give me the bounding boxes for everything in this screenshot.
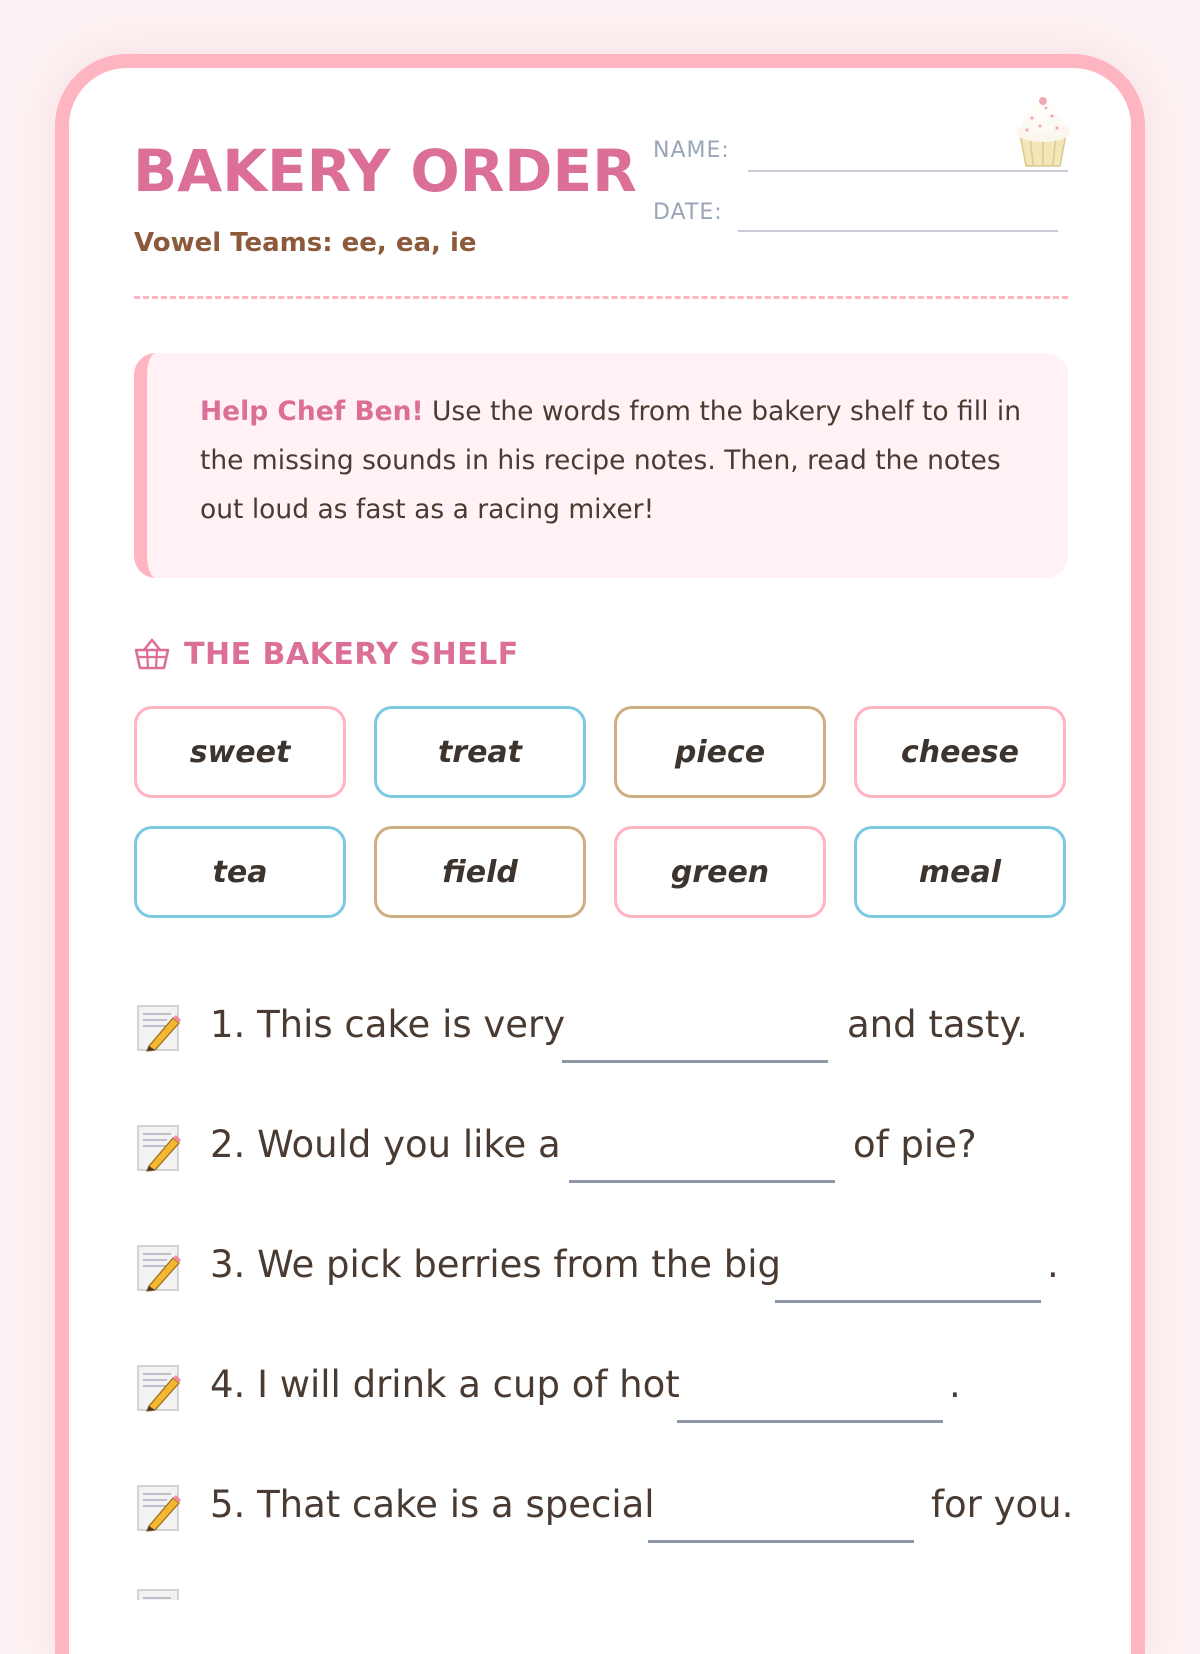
memo-icon [137, 1364, 181, 1412]
cupcake-icon [1010, 96, 1076, 168]
sentence-5 [134, 1480, 1074, 1560]
sentence-text-before: 3. We pick berries from the big [210, 1243, 782, 1286]
name-field[interactable] [748, 170, 1068, 172]
date-label: DATE: [653, 200, 723, 225]
word-card-treat[interactable]: treat [374, 706, 586, 798]
sentence-text-after: . [949, 1363, 961, 1406]
memo-icon [137, 1484, 181, 1532]
memo-icon [137, 1124, 181, 1172]
memo-icon [137, 1588, 181, 1600]
sentence-text-after: for you. [931, 1483, 1074, 1526]
page-title: BAKERY ORDER [133, 137, 637, 205]
sentence-2 [134, 1120, 1074, 1200]
instructions-box [134, 353, 1068, 578]
word-card-tea[interactable]: tea [134, 826, 346, 918]
date-field[interactable] [738, 230, 1058, 232]
word-card-meal[interactable]: meal [854, 826, 1066, 918]
sentence-text-before: 1. This cake is very [210, 1003, 566, 1046]
answer-blank[interactable] [648, 1540, 914, 1543]
name-label: NAME: [653, 138, 730, 163]
shelf-heading-text: THE BAKERY SHELF [184, 636, 519, 672]
word-card-piece[interactable]: piece [614, 706, 826, 798]
word-card-green[interactable]: green [614, 826, 826, 918]
sentence-3 [134, 1240, 1074, 1320]
word-card-field[interactable]: field [374, 826, 586, 918]
sentence-text-before: 2. Would you like a [210, 1123, 561, 1166]
answer-blank[interactable] [775, 1300, 1041, 1303]
answer-blank[interactable] [562, 1060, 828, 1063]
sentence-text-after: and tasty. [847, 1003, 1028, 1046]
page-subtitle: Vowel Teams: ee, ea, ie [134, 228, 477, 258]
instructions-lead: Help Chef Ben! [200, 396, 424, 427]
memo-icon [137, 1004, 181, 1052]
sentence-text-before: 5. That cake is a special [210, 1483, 655, 1526]
shelf-heading [134, 632, 519, 676]
answer-blank[interactable] [677, 1420, 943, 1423]
memo-icon [137, 1244, 181, 1292]
sentence-1 [134, 1000, 1074, 1080]
basket-icon [134, 637, 170, 671]
instructions-text: Use the words from the bakery shelf to fill in the missing sounds in his recipe notes. Then, read the notes out loud as fast as a racing mixer! [200, 396, 1022, 525]
answer-blank[interactable] [569, 1180, 835, 1183]
sentence-text-before: 4. I will drink a cup of hot [210, 1363, 680, 1406]
word-card-sweet[interactable]: sweet [134, 706, 346, 798]
header-divider [134, 296, 1068, 299]
sentence-text-after: . [1047, 1243, 1059, 1286]
sentence-4 [134, 1360, 1074, 1440]
sentence-text-after: of pie? [853, 1123, 977, 1166]
word-card-cheese[interactable]: cheese [854, 706, 1066, 798]
